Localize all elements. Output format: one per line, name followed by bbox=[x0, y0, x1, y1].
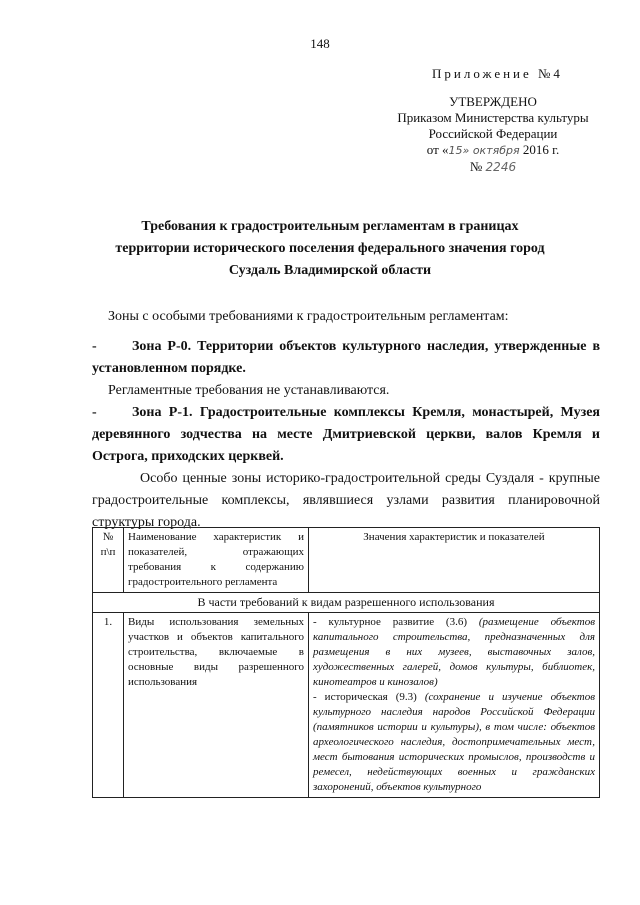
zone-p1-dash: - bbox=[92, 405, 97, 420]
value-historical bbox=[313, 690, 595, 795]
table-row bbox=[93, 613, 600, 798]
value-cultural-desc: (размещение объектов капитального строительства, предназначенных для размещения в них музеев, выставочных залов, художественных галерей, домов культуры, библиотек, кинотеатров и кинозалов) bbox=[313, 616, 595, 688]
header-characteristics: Наименование характеристик и показателей, отражающих требования к содержанию градостроительного регламента bbox=[124, 528, 309, 593]
handwritten-number: 2246 bbox=[485, 160, 517, 174]
header-values: Значения характеристик и показателей bbox=[309, 528, 600, 593]
row-values bbox=[309, 613, 600, 798]
zones-intro: Зоны с особыми требованиями к градостроительным регламентам: bbox=[108, 309, 509, 324]
appendix-label: Приложение №4 bbox=[432, 66, 563, 81]
row-number: 1. bbox=[93, 613, 124, 798]
value-historical-desc: (сохранение и изучение объектов культурного наследия народов Российской Федерации (памятников истории и культуры), в том числе: объектов археологического наследия, достопримечательных мест, мест бытования исторических промыслов, производств и ремесел, недействующих военных и гражданских захоронений, объектов культурного bbox=[313, 691, 596, 793]
date-prefix: от « bbox=[426, 142, 449, 157]
approval-date-line bbox=[370, 142, 616, 159]
document-title: Требования к градостроительным регламентам в границах территории исторического поселения федерального значения город Суздаль Владимирской области bbox=[115, 219, 545, 278]
approval-number-line bbox=[370, 159, 616, 175]
value-cultural-code: - культурное развитие (3.6) bbox=[313, 616, 479, 628]
date-suffix: 2016 г. bbox=[519, 142, 560, 157]
page-number: 148 bbox=[310, 36, 330, 51]
approval-block bbox=[370, 94, 616, 175]
zone-p0-dash: - bbox=[92, 339, 97, 354]
row-characteristic: Виды использования земельных участков и объектов капитального строительства, включаемые в основные виды разрешенного использования bbox=[124, 613, 309, 798]
zone-p0-note: Регламентные требования не устанавливаются. bbox=[108, 383, 390, 398]
handwritten-date: 15» октября bbox=[448, 144, 520, 157]
zone-p1-text: Зона Р-1. Градостроительные комплексы Кремля, монастырей, Музея деревянного зодчества на месте Дмитриевской церкви, валов Кремля и Острога, приходских церквей. bbox=[92, 405, 600, 464]
document-body bbox=[92, 306, 600, 534]
requirements-table bbox=[92, 527, 600, 798]
zone-p1-heading bbox=[92, 402, 600, 468]
value-cultural-development bbox=[313, 615, 595, 690]
table-section-row bbox=[93, 593, 600, 613]
header-number: № п\п bbox=[93, 528, 124, 593]
table-header-row bbox=[93, 528, 600, 593]
approval-heading: УТВЕРЖДЕНО bbox=[449, 94, 537, 109]
zone-p0-text: Зона Р-0. Территории объектов культурного наследия, утвержденные в установленном порядке. bbox=[92, 339, 600, 376]
section-title: В части требований к видам разрешенного использования bbox=[93, 593, 600, 613]
approval-authority-line: Российской Федерации bbox=[428, 126, 558, 141]
value-historical-code: - историческая (9.3) bbox=[313, 691, 425, 703]
approval-order-line: Приказом Министерства культуры bbox=[397, 110, 589, 125]
zone-p0-heading bbox=[92, 336, 600, 380]
zone-p1-description: Особо ценные зоны историко-градостроительной среды Суздаля - крупные градостроительные комплексы, являвшиеся узлами развития планировочной структуры города. bbox=[92, 471, 600, 530]
number-prefix: № bbox=[469, 159, 486, 174]
